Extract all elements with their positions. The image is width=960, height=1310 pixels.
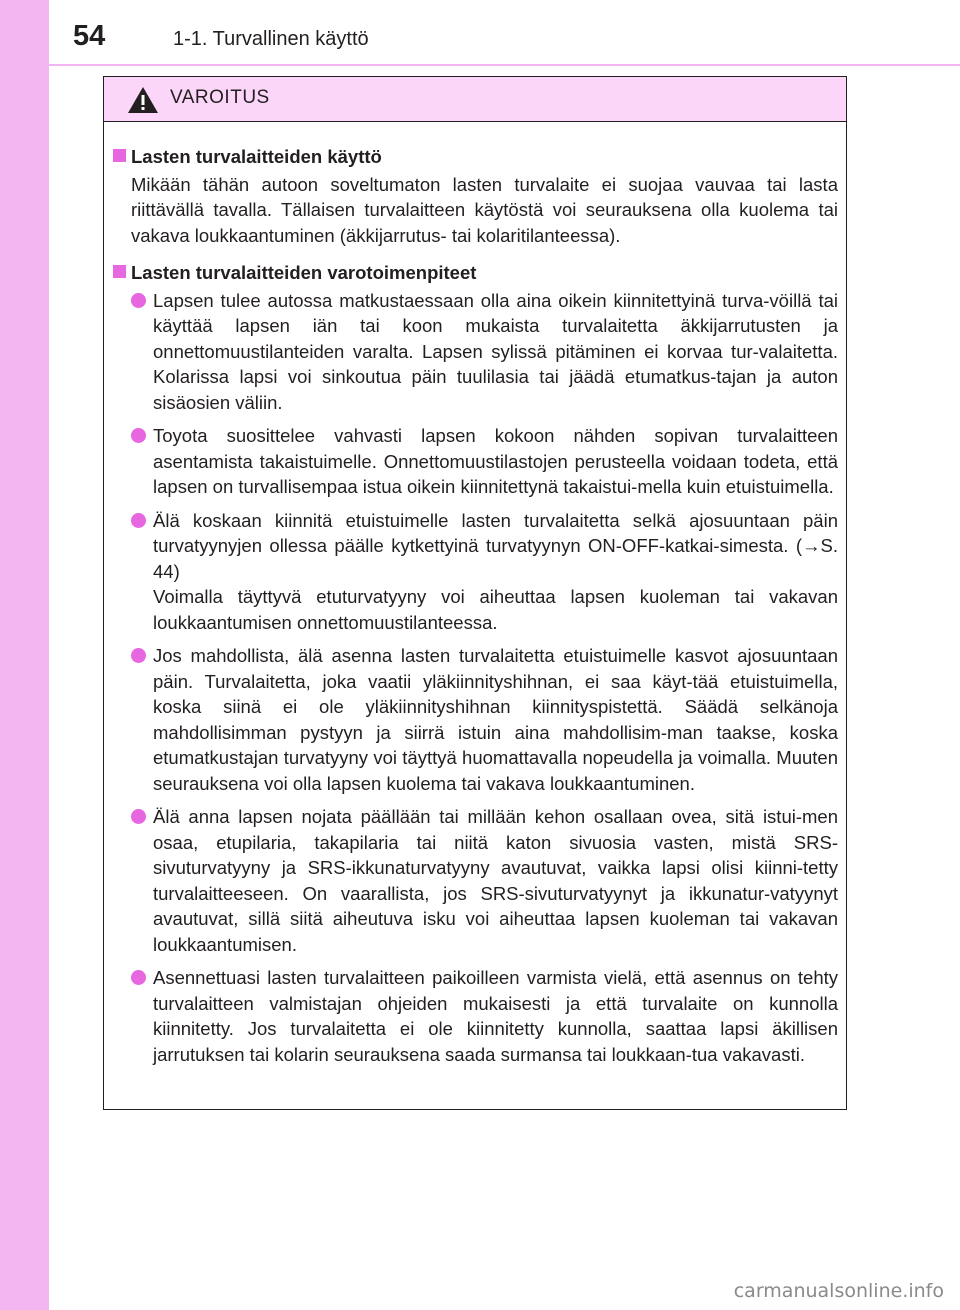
section-heading: [104, 260, 846, 286]
section-heading: [104, 144, 846, 170]
section-child-seat-precautions: [104, 260, 846, 1067]
round-bullet-icon: [131, 809, 146, 824]
list-item: [131, 423, 838, 500]
list-item-text: Lapsen tulee autossa matkustaessaan olla aina oikein kiinnitettyinä turva-vöillä tai käyttää lapsen iän tai koon mukaista turvalaitetta äkkijarrutusten ja onnettomuustilanteiden varalta. Lapsen sylissä pitäminen ei korvaa tur-valaitetta. Kolarissa lapsi voi sinkoutua päin tuulilasia tai jäädä etumatkus-tajan ja auton sisäosien väliin.: [153, 289, 838, 413]
watermark-logo: carmanualsonline.info: [733, 1280, 944, 1302]
list-item: [131, 965, 838, 1067]
list-item: [131, 288, 838, 416]
round-bullet-icon: [131, 293, 146, 308]
page-number: 54: [73, 20, 106, 52]
warning-header: [104, 77, 846, 122]
side-tab-strip: [0, 0, 49, 1310]
header-rule: [49, 64, 960, 66]
list-item-text: Asennettuasi lasten turvalaitteen paikoilleen varmista vielä, että asennus on tehty turvalaitteen valmistajan ohjeiden mukaisesti ja että turvalaite on kunnolla kiinnitetty. Jos turvalaitetta ei ole kiinnitetty kunnolla, saattaa lapsi äkillisen jarrutuksen tai kolarin seurauksena saada surmansa tai loukkaan-tua vakavasti.: [153, 967, 838, 1065]
section-title: 1-1. Turvallinen käyttö: [173, 28, 369, 50]
section-heading-text: Lasten turvalaitteiden käyttö: [131, 146, 382, 167]
round-bullet-icon: [131, 513, 146, 528]
square-bullet-icon: [113, 149, 126, 162]
list-item-text: Älä anna lapsen nojata päällään tai millään kehon osallaan ovea, sitä istui-men osaa, etupilaria, takapilaria tai niitä katon sivuosia vasten, mistä SRS-sivuturvatyyny ja SRS-ikkunaturvatyyny avautuvat, vaikka lapsi olisi kiinni-tetty turvalaitteeseen. On vaarallista, jos SRS-sivuturvatyynyt ja ikkunatur-vatyynyt avautuvat, sillä siitä aiheutuva isku voi aiheuttaa lapsen kuoleman tai vakavan loukkaantumisen.: [153, 806, 838, 955]
warning-title: VAROITUS: [170, 87, 270, 108]
round-bullet-icon: [131, 648, 146, 663]
section-child-seat-use: [104, 144, 846, 248]
round-bullet-icon: [131, 970, 146, 985]
list-item-text: Jos mahdollista, älä asenna lasten turvalaitetta etuistuimelle kasvot ajosuuntaan päin. Turvalaitetta, joka vaatii yläkiinnityshihnan, ei saa käyt-tää etuistuimella, koska siinä ei ole yläkiinnityshihnan kiinnityspistettä. Säädä selkänoja mahdollisimman pystyyn ja siirrä istuin aina mahdollisim-man taakse, koska etumatkustajan turvatyyny voi täyttyä huomattavalla nopeudella ja voimalla. Muuten seurauksena voi olla lapsen kuolema tai vakava loukkaantuminen.: [153, 645, 838, 794]
round-bullet-icon: [131, 428, 146, 443]
warning-body: [104, 122, 846, 1067]
list-item: [131, 643, 838, 796]
section-paragraph: Mikään tähän autoon soveltumaton lasten turvalaite ei suojaa vauvaa tai lasta riittävällä tavalla. Tällaisen turvalaitteen käytöstä voi seurauksena olla kuolema tai vakava loukkaantuminen (äkkijarrutus- tai kolaritilanteessa).: [131, 173, 838, 246]
list-item-text: Älä koskaan kiinnitä etuistuimelle lasten turvalaitetta selkä ajosuuntaan päin turvatyynyjen ollessa päälle kytkettyinä turvatyynyn ON-OFF-katkai-simesta. (→S. 44) Voimalla täyttyvä etuturvatyyny voi aiheuttaa lapsen kuoleman tai vakavan loukkaantumisen onnettomuustilanteessa.: [153, 509, 838, 633]
list-item: [131, 804, 838, 957]
warning-triangle-icon: [127, 86, 159, 119]
section-heading-text: Lasten turvalaitteiden varotoimenpiteet: [131, 262, 477, 283]
list-item-text: Toyota suosittelee vahvasti lapsen kokoon nähden sopivan turvalaitteen asentamista takaistuimelle. Onnettomuustilastojen perusteella voidaan todeta, että lapsen on turvallisempaa istua oikein kiinnitettynä takaistui-mella kuin etuistuimella.: [153, 425, 838, 497]
list-item: [131, 508, 838, 636]
square-bullet-icon: [113, 265, 126, 278]
warning-box: [103, 76, 847, 1110]
